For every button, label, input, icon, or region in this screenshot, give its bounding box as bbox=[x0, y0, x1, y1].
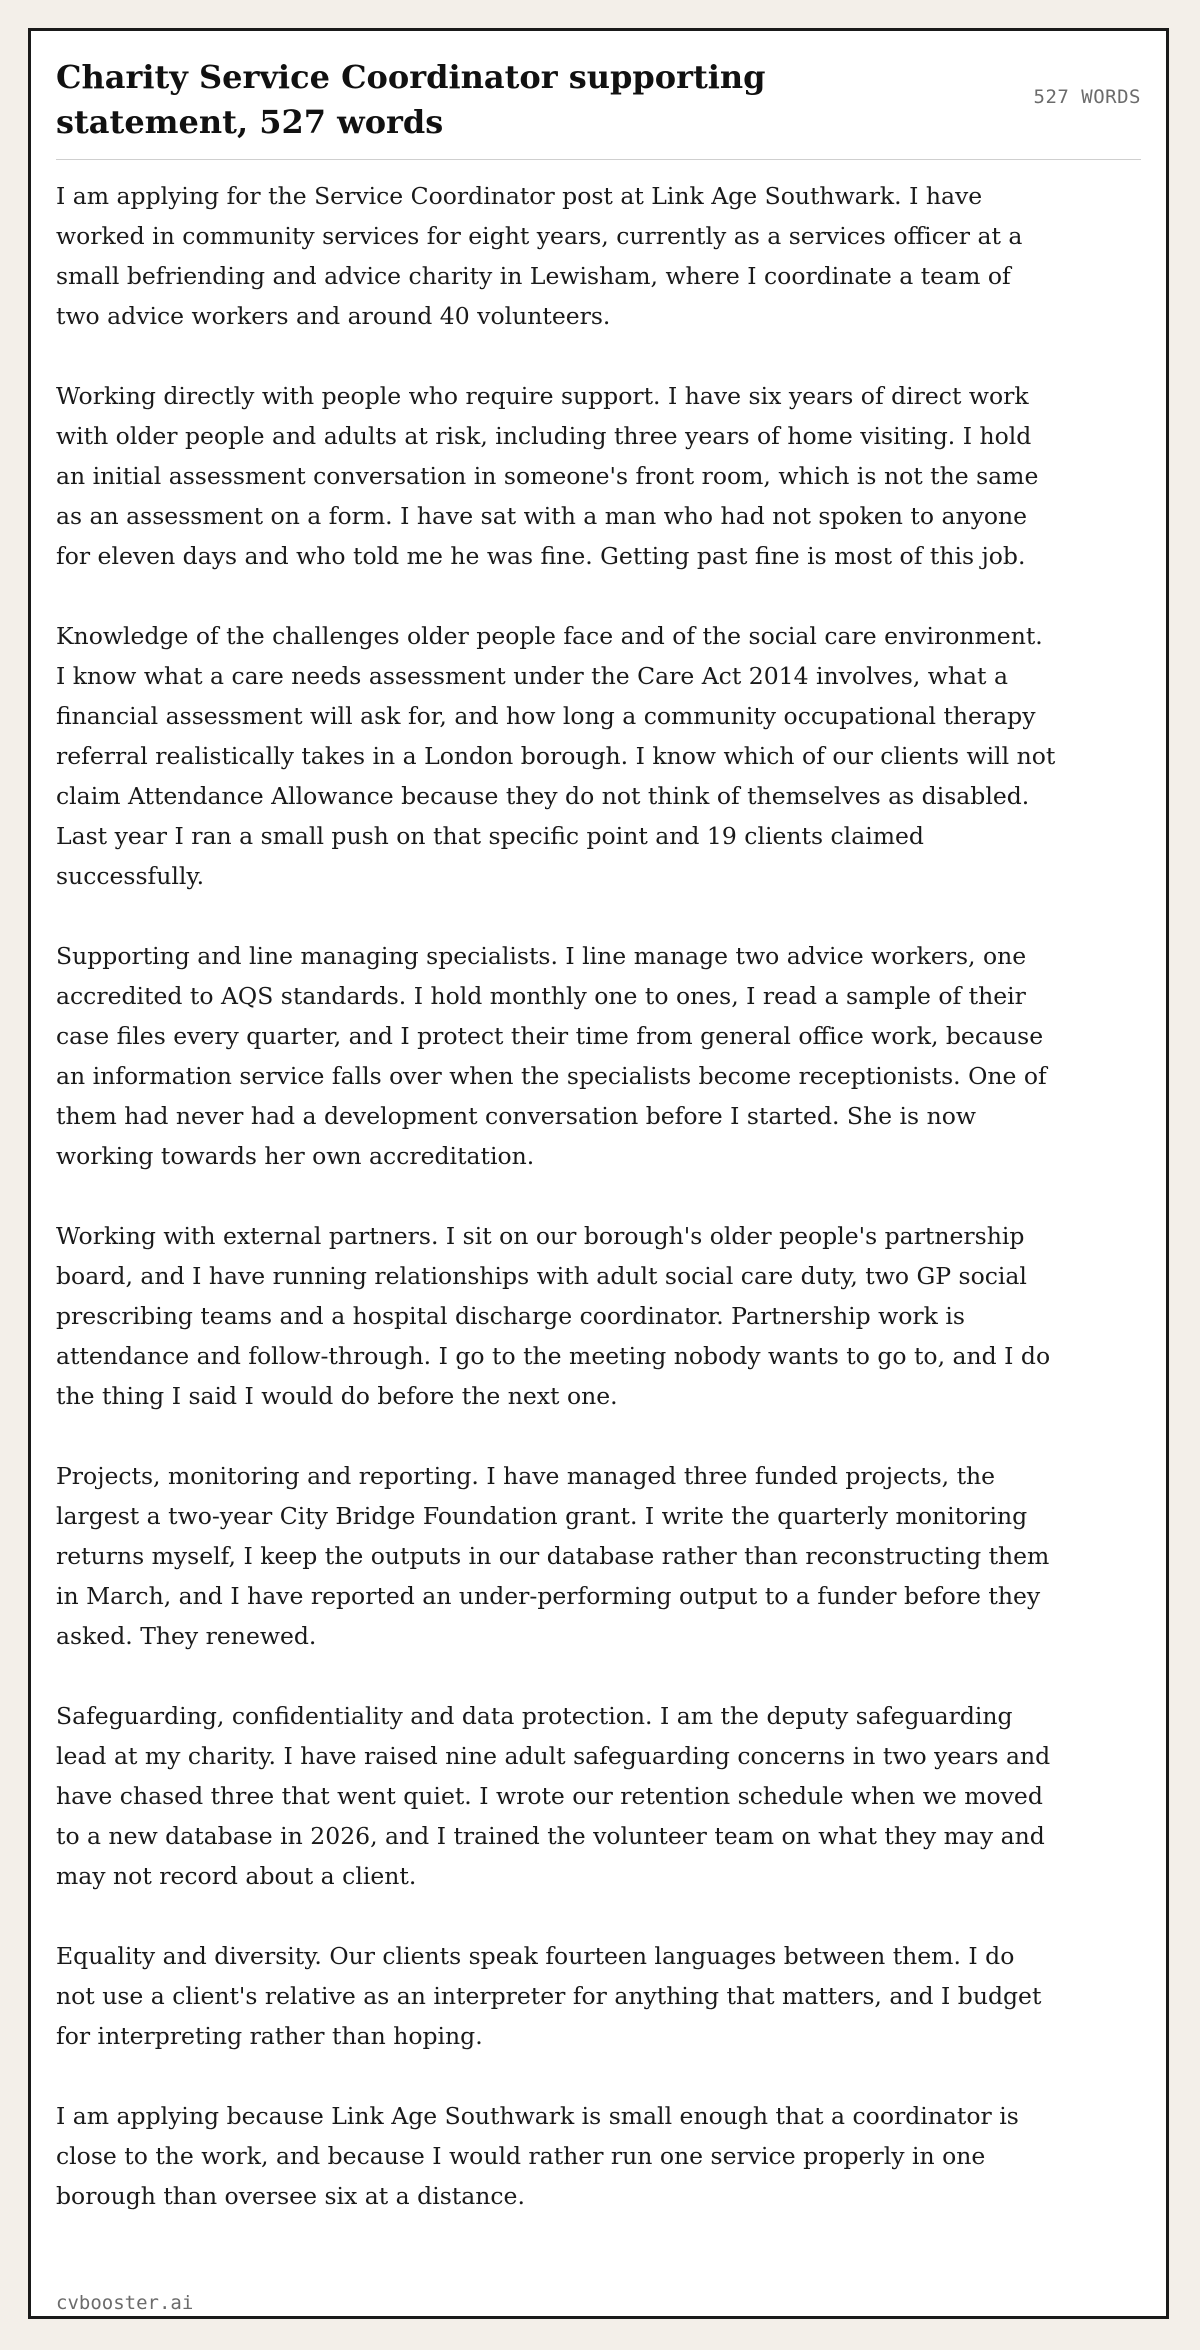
statement-title: Charity Service Coordinator supporting statement, 527 words bbox=[56, 58, 766, 141]
paragraph-intro: I am applying for the Service Coordinator post at Link Age Southwark. I have worked in community services for eight years, currently as a services officer at a small befriending and advice charity in Lewisham, where I coordinate a team of two advice workers and around 40 volunteers. bbox=[56, 182, 1023, 330]
paragraph-projects-monitoring: Projects, monitoring and reporting. I have managed three funded projects, the largest a two-year City Bridge Foundation grant. I write the quarterly monitoring returns myself, I keep the outputs in our database rather than reconstructing them in March, and I have reported an under-performing output to a funder before they asked. They renewed. bbox=[56, 1462, 1050, 1650]
paragraph-external-partners: Working with external partners. I sit on our borough's older people's partnership board, and I have running relationships with adult social care duty, two GP social prescribing teams and a hospital discharge coordinator. Partnership work is attendance and follow-through. I go to the meeting nobody wants to go to, and I do the thing I said I would do before the next one. bbox=[56, 1222, 1051, 1410]
paragraph-safeguarding: Safeguarding, confidentiality and data protection. I am the deputy safeguarding lead at my charity. I have raised nine adult safeguarding concerns in two years and have chased three that went quiet. I wrote our retention schedule when we moved to a new database in 2026, and I trained the volunteer team on what they may and may not record about a client. bbox=[56, 1702, 1051, 1890]
word-count-label: 527 WORDS bbox=[1033, 86, 1141, 108]
statement-card bbox=[28, 28, 1169, 2319]
paragraph-social-care-knowledge: Knowledge of the challenges older people face and of the social care environment. I know what a care needs assessment under the Care Act 2014 involves, what a financial assessment will ask for, and how long a community occupational therapy referral realistically takes in a London borough. I know which of our clients will not claim Attendance Allowance because they do not think of themselves as disabled. Last year I ran a small push on that specific point and 19 clients claimed successfully. bbox=[56, 622, 1056, 890]
paragraph-line-management: Supporting and line managing specialists. I line manage two advice workers, one accredited to AQS standards. I hold monthly one to ones, I read a sample of their case files every quarter, and I protect their time from general office work, because an information service falls over when the specialists become receptionists. One of them had never had a development conversation before I started. She is now working towards her own accreditation. bbox=[56, 942, 1047, 1170]
paragraph-equality-diversity: Equality and diversity. Our clients speak fourteen languages between them. I do not use a client's relative as an interpreter for anything that matters, and I budget for interpreting rather than hoping. bbox=[56, 1942, 1042, 2050]
paragraph-direct-support: Working directly with people who require support. I have six years of direct work with older people and adults at risk, including three years of home visiting. I hold an initial assessment conversation in someone's front room, which is not the same as an assessment on a form. I have sat with a man who had not spoken to anyone for eleven days and who told me he was fine. Getting past fine is most of this job. bbox=[56, 382, 1039, 570]
statement-header bbox=[56, 55, 1141, 160]
statement-body bbox=[56, 176, 1056, 2216]
paragraph-closing: I am applying because Link Age Southwark is small enough that a coordinator is close to the work, and because I would rather run one service properly in one borough than oversee six at a distance. bbox=[56, 2102, 1019, 2210]
footer-brand: cvbooster.ai bbox=[56, 2292, 194, 2314]
